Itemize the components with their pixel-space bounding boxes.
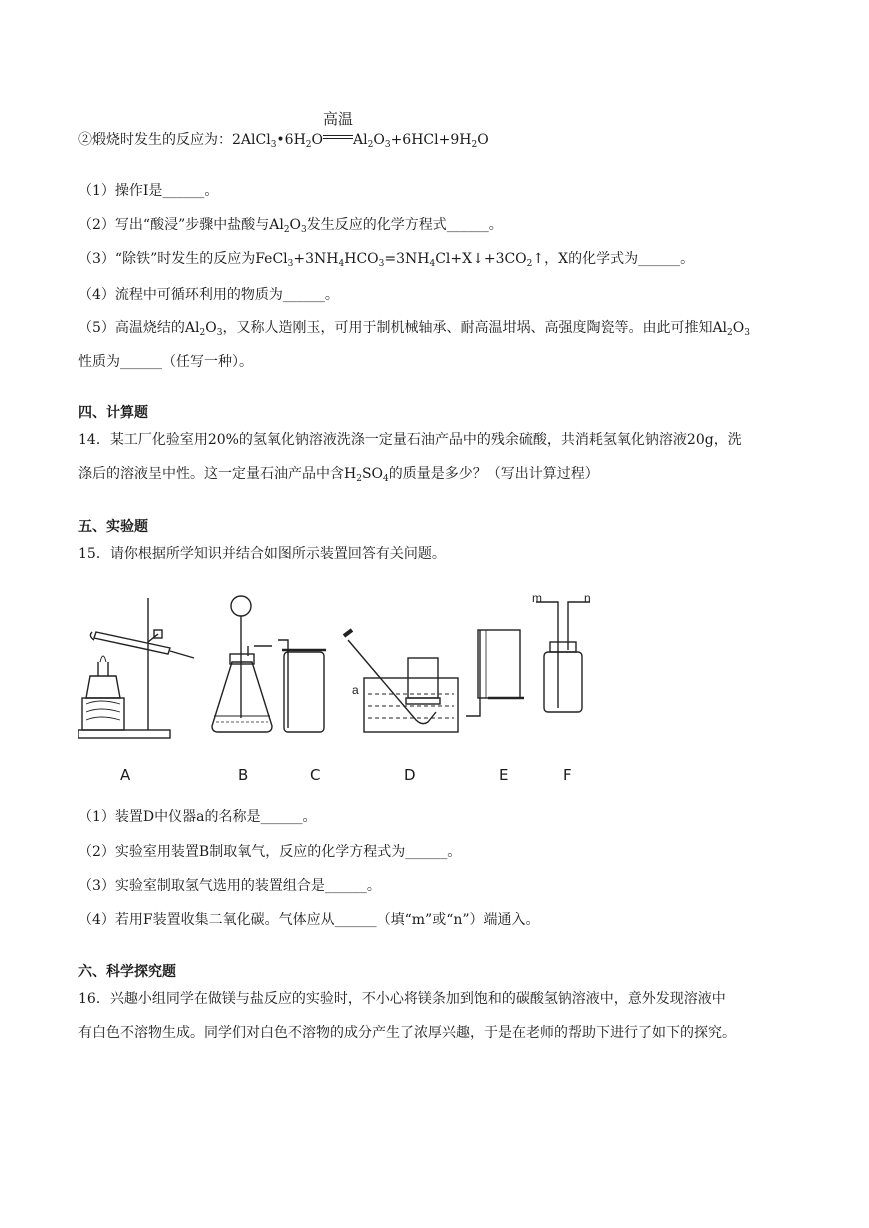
q15-part3: （3）实验室制取氢气选用的装置组合是______。 — [78, 878, 381, 894]
q15-prompt: 15．请你根据所学知识并结合如图所示装置回答有关问题。 — [78, 546, 446, 562]
apparatus-b — [212, 596, 272, 732]
section6-heading: 六、科学探究题 — [78, 964, 176, 980]
apparatus-label-f: F — [563, 766, 572, 784]
tag-m: m — [532, 591, 542, 605]
q14-line2: 涤后的溶液呈中性。这一定量石油产品中含$H_2SO_4$的质量是多少？（写出计算过程） — [78, 466, 599, 484]
q15-part1: （1）装置D中仪器a的名称是______。 — [78, 809, 317, 825]
reaction-condition: 高温 — [323, 130, 353, 150]
apparatus-label-e: E — [499, 766, 509, 784]
q13-part2: （2）写出“酸浸”步骤中盐酸与$Al_2O_3$发生反应的化学方程式______。 — [78, 217, 503, 235]
tag-n: n — [584, 591, 591, 605]
q15-part2: （2）实验室用装置B制取氧气，反应的化学方程式为______。 — [78, 844, 462, 860]
apparatus-label-b: B — [238, 766, 249, 784]
q14-line1: 14．某工厂化验室用20%的氢氧化钠溶液洗涤一定量石油产品中的残余硫酸，共消耗氢氧化钠溶液20g，洗 — [78, 432, 742, 448]
apparatus-label-a: A — [120, 766, 131, 784]
q13-part5-line1: （5）高温烧结的$Al_2O_3$，又称人造刚玉，可用于制机械轴承、耐高温坩埚、高强度陶瓷等。由此可推知$Al_2O_3$ — [78, 320, 750, 338]
apparatus-c — [278, 640, 326, 732]
apparatus-figure — [78, 590, 618, 750]
section5-heading: 五、实验题 — [78, 519, 148, 535]
apparatus-d — [344, 630, 458, 732]
apparatus-label-d: D — [404, 766, 416, 784]
q13-part1: （1）操作Ⅰ是______。 — [78, 183, 219, 199]
apparatus-f — [536, 602, 590, 712]
apparatus-label-c: C — [310, 766, 321, 784]
tag-a: a — [352, 683, 359, 697]
apparatus-a — [78, 598, 194, 738]
reaction-prefix: ②煅烧时发生的反应为：2AlCl — [78, 132, 271, 148]
q13-part5-line2: 性质为______（任写一种）。 — [78, 354, 253, 370]
q16-line2: 有白色不溶物生成。同学们对白色不溶物的成分产生了浓厚兴趣，于是在老师的帮助下进行了如下的探究。 — [78, 1025, 736, 1041]
q15-part4: （4）若用F装置收集二氧化碳。气体应从______（填“m”或“n”）端通入。 — [78, 912, 540, 928]
apparatus-e — [466, 630, 524, 716]
q16-line1: 16．兴趣小组同学在做镁与盐反应的实验时，不小心将镁条加到饱和的碳酸氢钠溶液中，意外发现溶液中 — [78, 991, 726, 1007]
q13-part3: （3）“除铁”时发生的反应为$FeCl_3+3NH_4HCO_3=3NH_4Cl+X↓+3CO_2↑$，X的化学式为______。 — [78, 251, 695, 269]
section4-heading: 四、计算题 — [78, 405, 148, 421]
q13-part4: （4）流程中可循环利用的物质为______。 — [78, 287, 339, 303]
reaction-line: ②煅烧时发生的反应为：$2AlCl_3•6H_2O$ 高温 $Al_2O_3+6HCl+9H_2O$ — [78, 110, 489, 150]
